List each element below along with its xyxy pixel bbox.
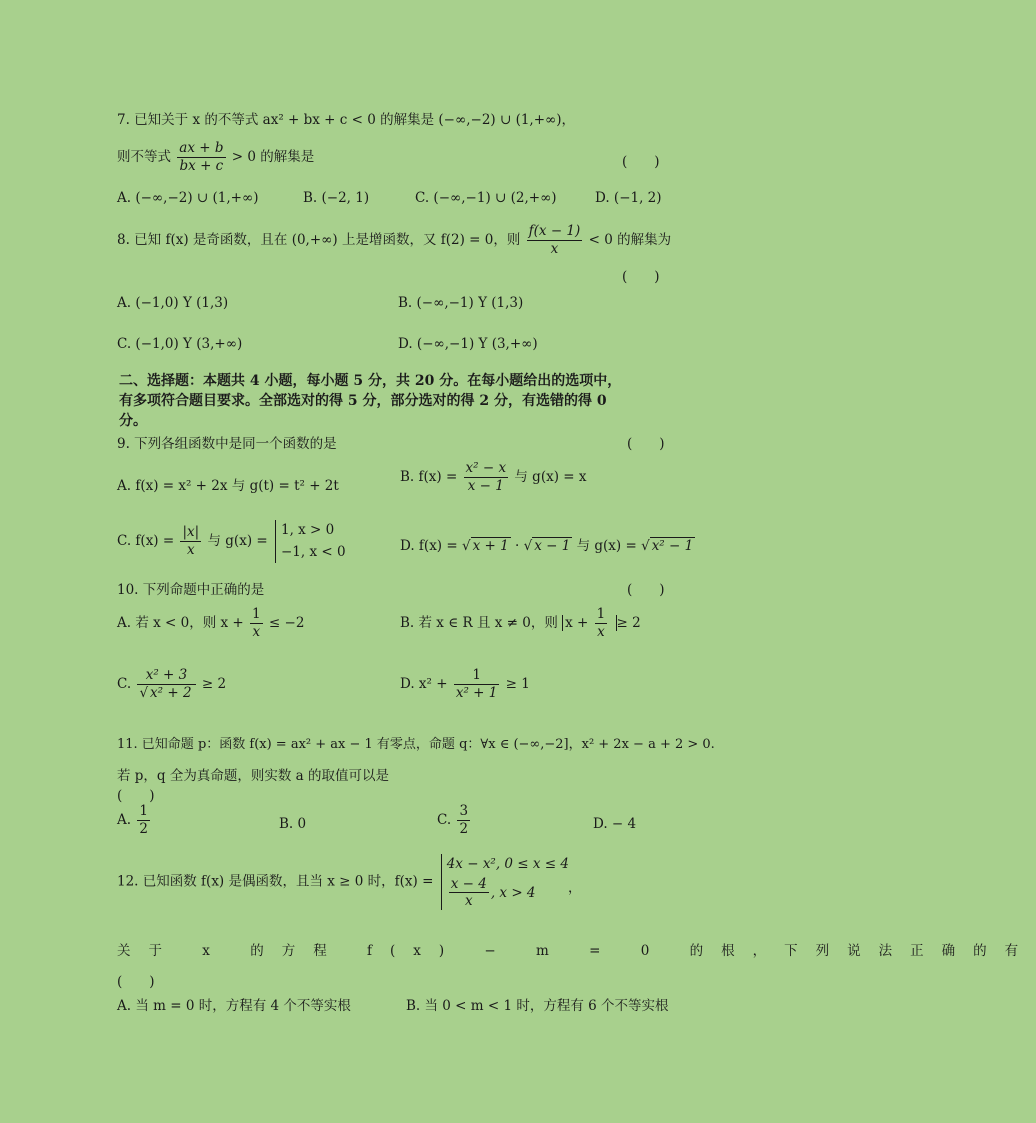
q11-line2: 若 p，q 全为真命题，则实数 a 的取值可以是 bbox=[117, 768, 389, 784]
q7-answer-paren: ( ) bbox=[622, 154, 660, 170]
q7-option-a: A. (−∞,−2) ∪ (1,+∞) bbox=[117, 190, 259, 206]
q10-c-post: ≥ 2 bbox=[201, 675, 227, 692]
q10-option-a bbox=[117, 606, 304, 641]
q12-case2-den: x bbox=[464, 893, 473, 910]
q11-c-den: 2 bbox=[459, 820, 469, 837]
q12-case2-cond: , x > 4 bbox=[490, 884, 536, 901]
q10-option-b bbox=[400, 606, 641, 641]
q10-a-den: x bbox=[252, 623, 261, 640]
q7-line2-pre: 则不等式 bbox=[117, 148, 171, 165]
q10-a-num: 1 bbox=[252, 606, 261, 622]
q11-a-label: A. bbox=[117, 811, 132, 828]
q9-d-root2: x − 1 bbox=[534, 538, 571, 554]
q12-comma: ， bbox=[568, 880, 582, 896]
q8-stem bbox=[117, 223, 671, 258]
q12-line2: 关于 x 的方程 f(x) − m = 0 的根，下列说法正确的有 bbox=[117, 943, 1036, 959]
q10-d-post: ≥ 1 bbox=[505, 675, 530, 692]
q9-c-case1: 1, x > 0 bbox=[280, 522, 335, 538]
q9-option-b bbox=[400, 460, 586, 495]
q8-stem-post: < 0 的解集为 bbox=[588, 231, 672, 248]
q9-b-num: x² − x bbox=[465, 460, 507, 476]
q12-option-a: A. 当 m = 0 时，方程有 4 个不等实根 bbox=[117, 998, 351, 1014]
q11-c-num: 3 bbox=[459, 803, 469, 819]
q7-option-d: D. (−1, 2) bbox=[595, 190, 662, 206]
q8-fraction bbox=[527, 223, 583, 258]
q11-a-den: 2 bbox=[139, 820, 148, 837]
sqrt-symbol: √ bbox=[523, 538, 533, 554]
q11-option-d: D. − 4 bbox=[593, 816, 637, 832]
q10-b-pre: B. 若 x ∈ R 且 x ≠ 0，则 bbox=[400, 614, 558, 631]
q10-a-fraction bbox=[250, 606, 263, 641]
q10-b-x: x + bbox=[565, 614, 589, 631]
q11-c-label: C. bbox=[437, 811, 452, 828]
section2-heading-line3: 分。 bbox=[119, 413, 147, 429]
q9-d-dot: · bbox=[514, 538, 520, 554]
q12-piecewise bbox=[441, 854, 569, 910]
q12-case1: 4x − x², 0 ≤ x ≤ 4 bbox=[446, 856, 570, 872]
q12-answer-paren: ( ) bbox=[117, 974, 155, 990]
q9-answer-paren: ( ) bbox=[627, 436, 665, 452]
q9-c-piecewise bbox=[275, 520, 346, 563]
q8-frac-den: x bbox=[550, 240, 559, 257]
q7-line2-post: > 0 的解集是 bbox=[231, 148, 315, 165]
q9-d-root1: x + 1 bbox=[472, 538, 509, 554]
q11-option-a bbox=[117, 803, 152, 838]
q9-c-den: x bbox=[187, 542, 195, 559]
q10-d-fraction bbox=[454, 667, 500, 702]
q11-option-c bbox=[437, 803, 472, 838]
q10-d-num: 1 bbox=[454, 667, 500, 685]
q7-fraction bbox=[177, 140, 225, 175]
q8-stem-pre: 8. 已知 f(x) 是奇函数，且在 (0,+∞) 上是增函数，又 f(2) = 0，则 bbox=[117, 231, 521, 248]
sqrt-symbol: √ bbox=[461, 538, 471, 554]
q8-frac-num: f(x − 1) bbox=[528, 223, 581, 239]
q9-b-fraction bbox=[464, 460, 509, 495]
q10-answer-paren: ( ) bbox=[627, 582, 665, 598]
q9-option-a: A. f(x) = x² + 2x 与 g(t) = t² + 2t bbox=[117, 478, 339, 494]
q12-case2-num: x − 4 bbox=[450, 875, 487, 892]
q8-option-d: D. (−∞,−1) Y (3,+∞) bbox=[398, 336, 538, 352]
q8-option-b: B. (−∞,−1) Y (1,3) bbox=[398, 295, 524, 311]
q10-stem: 10. 下列命题中正确的是 bbox=[117, 582, 265, 598]
q7-frac-num: ax + b bbox=[179, 140, 224, 156]
q12-case2-fraction bbox=[449, 876, 489, 911]
q10-c-den-radicand: x² + 2 bbox=[150, 684, 192, 701]
sqrt-symbol: √ bbox=[641, 538, 650, 554]
q10-a-post: ≤ −2 bbox=[268, 614, 305, 631]
q11-answer-paren: ( ) bbox=[117, 788, 155, 804]
q8-option-a: A. (−1,0) Y (1,3) bbox=[117, 295, 229, 311]
q9-c-pre: C. f(x) = bbox=[117, 533, 175, 550]
q10-d-den: x² + 1 bbox=[455, 684, 498, 701]
q11-c-fraction bbox=[457, 803, 470, 838]
q9-stem: 9. 下列各组函数中是同一个函数的是 bbox=[117, 436, 337, 452]
q12-stem-pre: 12. 已知函数 f(x) 是偶函数，且当 x ≥ 0 时，f(x) = bbox=[117, 873, 434, 890]
q9-d-root3: x² − 1 bbox=[651, 538, 694, 554]
q9-d-mid: 与 g(x) = bbox=[576, 538, 637, 554]
q7-line2 bbox=[117, 140, 314, 175]
q7-option-c: C. (−∞,−1) ∪ (2,+∞) bbox=[415, 190, 557, 206]
q9-option-d bbox=[400, 534, 695, 554]
q10-b-fraction bbox=[595, 606, 608, 641]
q7-frac-den: bx + c bbox=[179, 157, 224, 174]
q11-stem: 11. 已知命题 p：函数 f(x) = ax² + ax − 1 有零点，命题 q：∀x ∈ (−∞,−2]，x² + 2x − a + 2 > 0. bbox=[117, 737, 715, 752]
sqrt-symbol: √ bbox=[139, 684, 149, 701]
q10-b-num: 1 bbox=[596, 606, 606, 622]
q7-option-b: B. (−2, 1) bbox=[303, 190, 370, 206]
q12-case2 bbox=[447, 876, 569, 911]
q12-option-b: B. 当 0 < m < 1 时，方程有 6 个不等实根 bbox=[406, 998, 669, 1014]
q7-stem: 7. 已知关于 x 的不等式 ax² + bx + c < 0 的解集是 (−∞,−2) ∪ (1,+∞)， bbox=[117, 112, 576, 128]
q10-option-d bbox=[400, 667, 530, 702]
q11-option-b: B. 0 bbox=[279, 816, 307, 832]
q10-c-fraction bbox=[137, 667, 195, 702]
q10-a-pre: A. 若 x < 0，则 x + bbox=[117, 614, 244, 631]
section2-heading-line2: 有多项符合题目要求。全部选对的得 5 分，部分选对的得 2 分，有选错的得 0 bbox=[119, 393, 607, 409]
q11-a-fraction bbox=[137, 803, 150, 838]
q9-c-num: |x| bbox=[182, 524, 200, 541]
q12-stem bbox=[117, 854, 569, 910]
q10-d-pre: D. x² + bbox=[400, 675, 448, 692]
q10-c-den bbox=[137, 685, 195, 702]
q10-c-pre: C. bbox=[117, 675, 132, 692]
q10-c-num: x² + 3 bbox=[137, 667, 195, 685]
q9-b-den: x − 1 bbox=[467, 477, 504, 494]
q10-b-absolute bbox=[562, 606, 616, 640]
q9-c-mid: 与 g(x) = bbox=[207, 533, 268, 550]
section2-heading-line1: 二、选择题：本题共 4 小题，每小题 5 分，共 20 分。在每小题给出的选项中， bbox=[119, 373, 622, 389]
q9-option-c bbox=[117, 520, 346, 563]
q8-answer-paren: ( ) bbox=[622, 269, 660, 285]
q9-d-pre: D. f(x) = bbox=[400, 538, 458, 554]
q8-option-c: C. (−1,0) Y (3,+∞) bbox=[117, 336, 243, 352]
q9-b-post: 与 g(x) = x bbox=[514, 468, 587, 485]
q9-c-fraction bbox=[180, 524, 201, 559]
q10-option-c bbox=[117, 667, 226, 702]
q10-b-post: ≥ 2 bbox=[616, 614, 641, 631]
q10-b-den: x bbox=[597, 623, 605, 640]
q9-c-case2: −1, x < 0 bbox=[280, 543, 346, 560]
q9-b-pre: B. f(x) = bbox=[400, 468, 458, 485]
q11-a-num: 1 bbox=[139, 803, 148, 819]
